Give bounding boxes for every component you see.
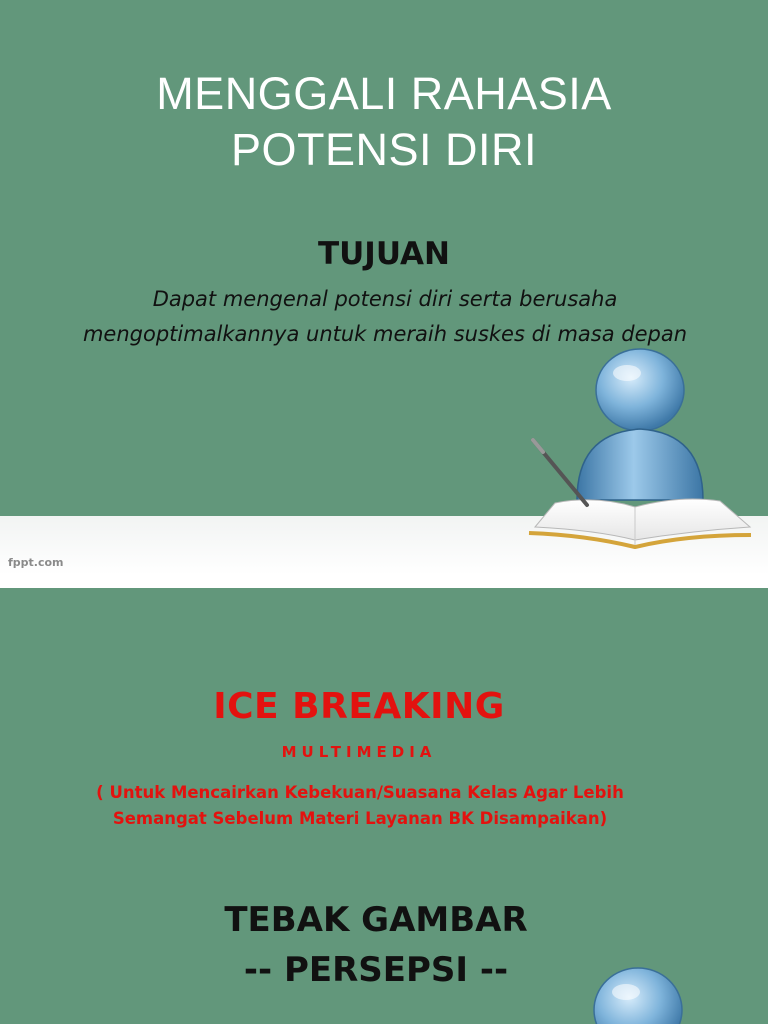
slide-title xyxy=(0,66,768,178)
slide-title-line-2: POTENSI DIRI xyxy=(230,124,538,175)
tujuan-description: Dapat mengenal potensi diri serta berusaha mengoptimalkannya untuk meraih suskes di masa depan xyxy=(82,287,688,346)
tebak-gambar-line-1: TEBAK GAMBAR xyxy=(224,900,528,940)
slide-2 xyxy=(0,588,768,1024)
ice-breaking-title: ICE BREAKING xyxy=(213,686,505,727)
multimedia-subtitle: MULTIMEDIA xyxy=(281,743,437,761)
tebak-gambar-line-2: -- PERSEPSI -- xyxy=(243,950,509,990)
person-reading-book-icon xyxy=(515,345,755,565)
person-head-icon xyxy=(560,948,750,1024)
watermark-text: fppt.com xyxy=(8,556,64,569)
tujuan-heading: TUJUAN xyxy=(317,236,450,272)
ice-breaking-note: ( Untuk Mencairkan Kebekuan/Suasana Kelas Agar Lebih Semangat Sebelum Materi Layanan BK Disampaikan) xyxy=(96,783,624,828)
slide-title-line-1: MENGGALI RAHASIA xyxy=(156,68,612,119)
